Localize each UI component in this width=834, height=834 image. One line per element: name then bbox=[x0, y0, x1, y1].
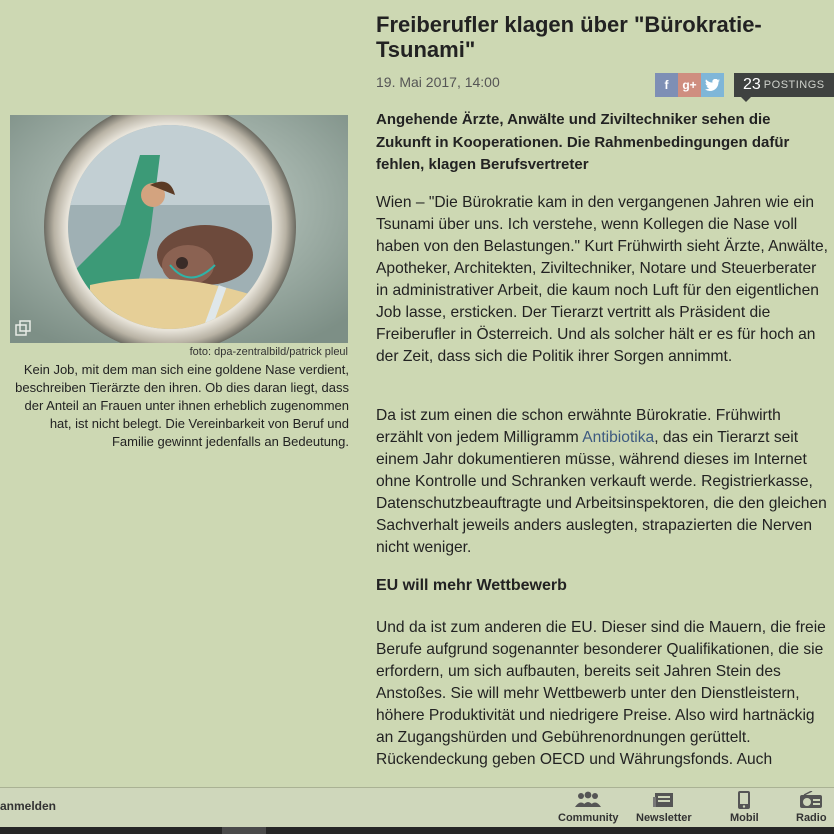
window-bottom-strip bbox=[0, 827, 834, 834]
article-image[interactable] bbox=[10, 115, 348, 343]
postings-badge[interactable] bbox=[734, 73, 834, 97]
nav-community[interactable] bbox=[558, 791, 619, 824]
article-paragraph-3: Und da ist zum anderen die EU. Dieser sind die Mauern, die freie Berufe aufgrund sogenannter besonderer Qualifikationen, die sie erfordern, um sich aufbauten, bereits seit Jahren Stein des Anstoßes. Sie will mehr Wettbewerb unter den Dienstleistern, höhere Produktivität und niedrigere Preise. Also wird hartnäckig an Zugangshürden und Gebührenordnungen gerüttelt. Rückendeckung geben OECD und Währungsfonds. Auch bbox=[376, 619, 826, 768]
postings-label: POSTINGS bbox=[763, 79, 825, 91]
nav-newsletter-label: Newsletter bbox=[636, 812, 692, 824]
nav-radio-label: Radio bbox=[796, 812, 827, 824]
radio-icon bbox=[798, 791, 824, 809]
antibiotika-link[interactable]: Antibiotika bbox=[582, 429, 655, 446]
twitter-icon[interactable] bbox=[701, 73, 724, 97]
mobile-phone-icon bbox=[736, 791, 752, 809]
article-title: Freiberufler klagen über "Bürokratie-Tsunami" bbox=[376, 12, 762, 62]
login-link[interactable]: anmelden bbox=[0, 799, 57, 813]
paragraph-2-text-before: Da ist zum einen die schon erwähnte Bürokratie. Frühwirth erzählt von jedem Milligramm bbox=[376, 407, 781, 446]
facebook-icon[interactable]: f bbox=[655, 73, 678, 97]
nav-newsletter[interactable] bbox=[636, 791, 692, 824]
article-paragraph-1: Wien – "Die Bürokratie kam in den vergangenen Jahren wie ein Tsunami über uns. Ich verstehe, wenn Kollegen die Nase voll haben von den Belastungen." Kurt Frühwirth sieht Ärzte, Anwälte, Apotheker, Architekten, Ziviltechniker, Notare und Steuerberater in administrativer Arbeit, die kaum noch Luft für den eigentlichen Job lasse, ersticken. Der Tierarzt vertritt als Präsident die Freiberufler in Österreich. Und als solcher hält er es für hoch an der Zeit, dass sich die Politik ihrer Sorgen annimmt. bbox=[376, 194, 828, 365]
postings-count: 23 bbox=[743, 76, 761, 93]
newsletter-icon bbox=[651, 791, 677, 809]
image-caption: Kein Job, mit dem man sich eine goldene Nase verdient, beschreiben Tierärzte den ihren. Ob dies daran liegt, dass der Anteil an Frauen unter ihnen erheblich zugenommen hat, ist nicht belegt. Die Vereinbarkeit von Beruf und Familie gewinnt jedenfalls an Bedeutung. bbox=[15, 362, 349, 449]
nav-community-label: Community bbox=[558, 812, 619, 824]
image-credit: foto: dpa-zentralbild/patrick pleul bbox=[189, 346, 348, 358]
community-icon bbox=[573, 791, 603, 809]
nav-mobil[interactable] bbox=[730, 791, 759, 824]
article-subheading: EU will mehr Wettbewerb bbox=[376, 577, 567, 594]
article-paragraph-2 bbox=[376, 405, 828, 559]
scroll-tab[interactable] bbox=[222, 827, 266, 834]
article-date: 19. Mai 2017, 14:00 bbox=[376, 74, 500, 90]
social-share-bar bbox=[655, 73, 724, 97]
paragraph-2-text-after: , das ein Tierarzt seit einem Jahr dokumentieren müsse, während dieses im Internet ohne Kontrolle und Schranken verkauft werde. Registrierkasse, Datenschutzbeauftragte und Arbeitsinspektoren, die den gleichen Sachverhalt jeweils anders auslegten, strapazierten die Nerven nicht weniger. bbox=[376, 429, 827, 556]
bottom-navigation-bar bbox=[0, 787, 834, 828]
nav-radio[interactable] bbox=[796, 791, 827, 824]
article-lead: Angehende Ärzte, Anwälte und Ziviltechniker sehen die Zukunft in Kooperationen. Die Rahmenbedingungen dafür fehlen, klagen Berufsvertreter bbox=[376, 111, 790, 173]
nav-mobil-label: Mobil bbox=[730, 812, 759, 824]
googleplus-icon[interactable]: g+ bbox=[678, 73, 701, 97]
